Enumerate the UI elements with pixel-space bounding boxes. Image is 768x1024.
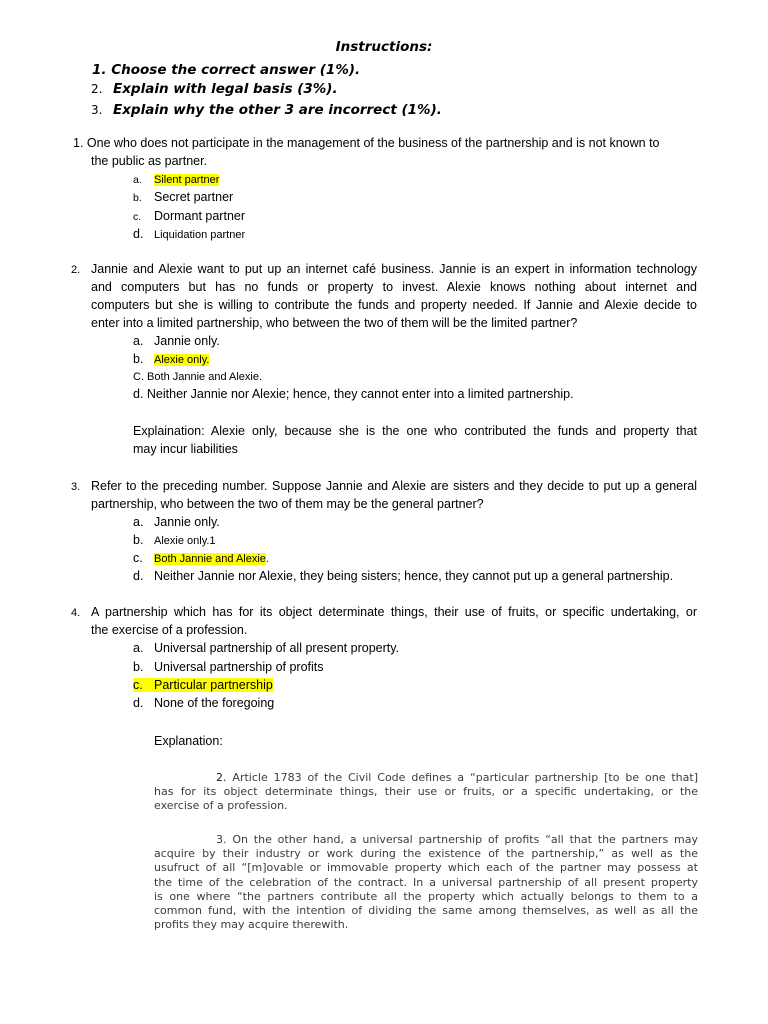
option-text: Alexie only. bbox=[154, 354, 210, 366]
question-2-option-b bbox=[133, 352, 209, 366]
instruction-number: 3. bbox=[91, 103, 103, 117]
instruction-text: Explain with legal basis (3%). bbox=[113, 81, 338, 97]
question-1-option-b bbox=[133, 190, 233, 204]
paragraph-line: profits they may acquire therewith. bbox=[154, 918, 349, 932]
option-text: Universal partnership of profits bbox=[154, 660, 324, 674]
option-letter: d. bbox=[133, 227, 144, 241]
instruction-number: 2. bbox=[91, 82, 103, 96]
instruction-text: Explain why the other 3 are incorrect (1%). bbox=[113, 102, 442, 118]
explanation-paragraph-1 bbox=[154, 771, 698, 814]
question-4-line-2: the exercise of a profession. bbox=[91, 623, 248, 637]
question-1-option-c bbox=[133, 209, 245, 223]
option-text: Alexie only.1 bbox=[154, 535, 216, 547]
paragraph-number: 2. bbox=[216, 771, 227, 784]
option-text: Secret partner bbox=[154, 190, 234, 204]
question-2-line-2: and computers but has no funds or property to invest. Alexie knows nothing about internet and bbox=[91, 280, 697, 294]
question-4-option-a bbox=[133, 641, 399, 655]
option-text: None of the foregoing bbox=[154, 696, 275, 710]
option-letter: c. bbox=[133, 211, 142, 223]
paragraph-line bbox=[154, 771, 698, 785]
instruction-item-3 bbox=[91, 102, 442, 118]
option-letter: b. bbox=[133, 660, 144, 674]
option-letter: a. bbox=[133, 515, 144, 529]
question-2-line-1: Jannie and Alexie want to put up an internet café business. Jannie is an expert in information technology bbox=[91, 262, 697, 276]
question-4-line-1: A partnership which has for its object determinate things, their use of fruits, or specific undertaking, or bbox=[91, 605, 697, 619]
option-text: Universal partnership of all present property. bbox=[154, 641, 400, 655]
question-1-option-d bbox=[133, 227, 245, 241]
option-letter: b. bbox=[133, 352, 144, 366]
option-text: Silent partner bbox=[154, 174, 220, 186]
option-letter: a. bbox=[133, 174, 142, 186]
question-1-option-a bbox=[133, 172, 219, 186]
option-text: Particular partnership bbox=[154, 678, 273, 692]
option-text: Both Jannie and Alexie bbox=[154, 553, 266, 565]
paragraph-line: acquire by their industry or work during the existence of the partnership,” as well as the bbox=[154, 847, 698, 861]
question-4-explanation-label: Explanation: bbox=[154, 734, 223, 748]
question-2-option-d: d. Neither Jannie nor Alexie; hence, they cannot enter into a limited partnership. bbox=[133, 387, 574, 401]
option-letter: d. bbox=[133, 569, 144, 583]
paragraph-line: common fund, with the intention of dividing the same among themselves, as well as all the bbox=[154, 904, 698, 918]
option-text: Jannie only. bbox=[154, 334, 220, 348]
question-3-option-b bbox=[133, 533, 216, 547]
question-4-option-d bbox=[133, 696, 274, 710]
option-text: Neither Jannie nor Alexie, they being sisters; hence, they cannot put up a general partnership. bbox=[154, 569, 674, 583]
explanation-paragraph-2 bbox=[154, 833, 698, 932]
question-3-option-d bbox=[133, 569, 673, 583]
option-text: Jannie only. bbox=[154, 515, 220, 529]
question-4-number: 4. bbox=[71, 607, 81, 619]
question-number: 1. bbox=[73, 136, 84, 150]
question-3-line-2: partnership, who between the two of them may be the general partner? bbox=[91, 497, 484, 511]
question-2-explanation-line-1: Explaination: Alexie only, because she is the one who contributed the funds and property that bbox=[133, 424, 697, 438]
question-3-option-a bbox=[133, 515, 220, 529]
question-2-option-c: C. Both Jannie and Alexie. bbox=[133, 371, 263, 383]
question-3-option-c bbox=[133, 551, 269, 565]
option-suffix: . bbox=[265, 553, 269, 565]
option-letter: b. bbox=[133, 192, 142, 204]
question-2-line-4: enter into a limited partnership, who between the two of them will be the limited partner? bbox=[91, 316, 578, 330]
question-3-line-1: Refer to the preceding number. Suppose Jannie and Alexie are sisters and they decide to put up a general bbox=[91, 479, 697, 493]
instruction-number: 1. bbox=[92, 62, 107, 78]
option-letter: c. bbox=[133, 551, 143, 565]
option-letter: a. bbox=[133, 334, 144, 348]
option-letter: a. bbox=[133, 641, 144, 655]
question-2-explanation-line-2: may incur liabilities bbox=[133, 442, 238, 456]
option-letter: d. bbox=[133, 696, 144, 710]
option-text: Dormant partner bbox=[154, 209, 246, 223]
question-4-option-c bbox=[133, 678, 273, 692]
option-letter: b. bbox=[133, 533, 144, 547]
instruction-item-1 bbox=[92, 62, 360, 78]
question-3-number: 3. bbox=[71, 481, 81, 493]
paragraph-line: is one where “the partners contribute all the property which actually belongs to them to a bbox=[154, 889, 698, 903]
question-2-option-a bbox=[133, 334, 220, 348]
option-text: Liquidation partner bbox=[154, 229, 246, 241]
option-letter: c. bbox=[133, 678, 154, 692]
instruction-text: Choose the correct answer (1%). bbox=[111, 62, 361, 78]
paragraph-text: Article 1783 of the Civil Code defines a “particular partnership [to be one that] bbox=[232, 771, 699, 784]
question-1-line-1 bbox=[73, 136, 660, 150]
question-2-line-3: computers but she is willing to contribute the funds and property needed. If Jannie and Alexie decide to bbox=[91, 298, 697, 312]
question-2-number: 2. bbox=[71, 264, 81, 276]
paragraph-line: exercise of a profession. bbox=[154, 799, 288, 813]
paragraph-line: usufruct of all “[m]ovable or immovable property which each of the partner may possess at bbox=[154, 861, 698, 875]
instruction-item-2 bbox=[91, 81, 338, 97]
paragraph-line: 3. On the other hand, a universal partnership of profits “all that the partners may bbox=[216, 833, 698, 846]
question-4-option-b bbox=[133, 660, 324, 674]
instructions-title: Instructions: bbox=[335, 39, 433, 55]
question-1-line-2: the public as partner. bbox=[91, 154, 208, 168]
paragraph-line: the time of the celebration of the contract. In a universal partnership of all present property bbox=[154, 875, 698, 889]
question-text: One who does not participate in the management of the business of the partnership and is not known to bbox=[86, 136, 660, 150]
paragraph-line: has for its object determinate things, their use or fruits, or a specific undertaking, or the bbox=[154, 785, 698, 799]
